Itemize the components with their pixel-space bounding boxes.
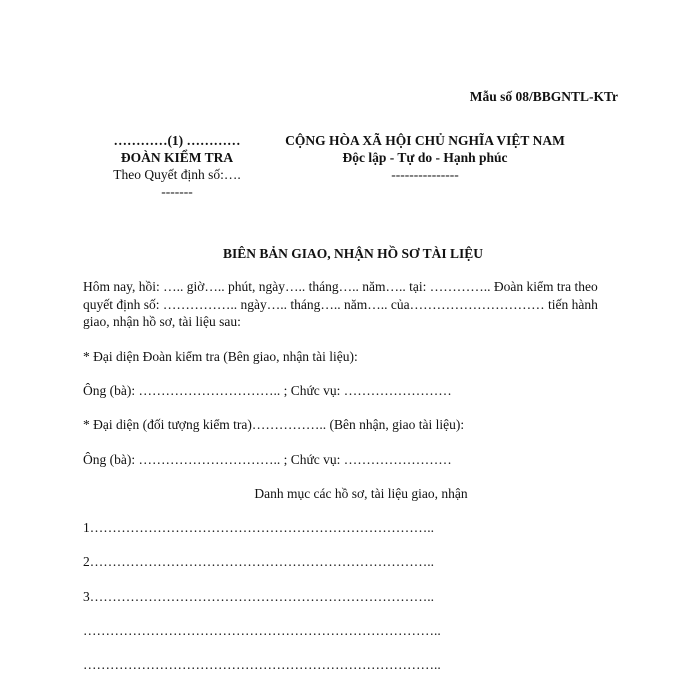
rep2-label: * Đại diện (đối tượng kiểm tra)…………….. (Bên nhận, giao tài liệu): bbox=[83, 417, 465, 432]
list-item: 1………………………………………………………………….. bbox=[83, 520, 434, 535]
form-code: Mẫu số 08/BBGNTL-KTr bbox=[469, 89, 618, 104]
rep1-person-line: Ông (bà): ………………………….. ; Chức vụ: …………………… bbox=[83, 383, 452, 398]
nation-motto: Độc lập - Tự do - Hạnh phúc bbox=[342, 150, 508, 165]
intro-paragraph bbox=[83, 278, 603, 331]
decision-number: Theo Quyết định số:…. bbox=[113, 167, 241, 182]
org-divider: ------- bbox=[161, 184, 193, 199]
document-title: BIÊN BẢN GIAO, NHẬN HỒ SƠ TÀI LIỆU bbox=[222, 246, 484, 261]
org-name: ĐOÀN KIỂM TRA bbox=[120, 150, 234, 165]
list-item: …………………………………………………………………….. bbox=[83, 657, 441, 672]
list-item: …………………………………………………………………….. bbox=[83, 623, 441, 638]
nation-title: CỘNG HÒA XÃ HỘI CHỦ NGHĨA VIỆT NAM bbox=[285, 133, 565, 148]
list-title: Danh mục các hồ sơ, tài liệu giao, nhận bbox=[254, 486, 468, 501]
org-number-line: …………(1) ………… bbox=[113, 133, 241, 148]
nation-block bbox=[264, 132, 586, 183]
intro-text: Hôm nay, hồi: ….. giờ….. phút, ngày….. tháng….. năm….. tại: ………….. Đoàn kiểm tra theo quyết định số: …………….. ngày….. tháng….. năm….. của………………………… tiến hành giao, nhận hồ sơ, tài liệu sau: bbox=[83, 279, 598, 329]
rep1-label: * Đại diện Đoàn kiểm tra (Bên giao, nhận tài liệu): bbox=[83, 349, 358, 364]
list-item: 2………………………………………………………………….. bbox=[83, 554, 434, 569]
rep2-person-line: Ông (bà): ………………………….. ; Chức vụ: …………………… bbox=[83, 452, 452, 467]
org-block bbox=[96, 132, 258, 200]
nation-divider: --------------- bbox=[391, 167, 459, 182]
list-item: 3………………………………………………………………….. bbox=[83, 589, 434, 604]
